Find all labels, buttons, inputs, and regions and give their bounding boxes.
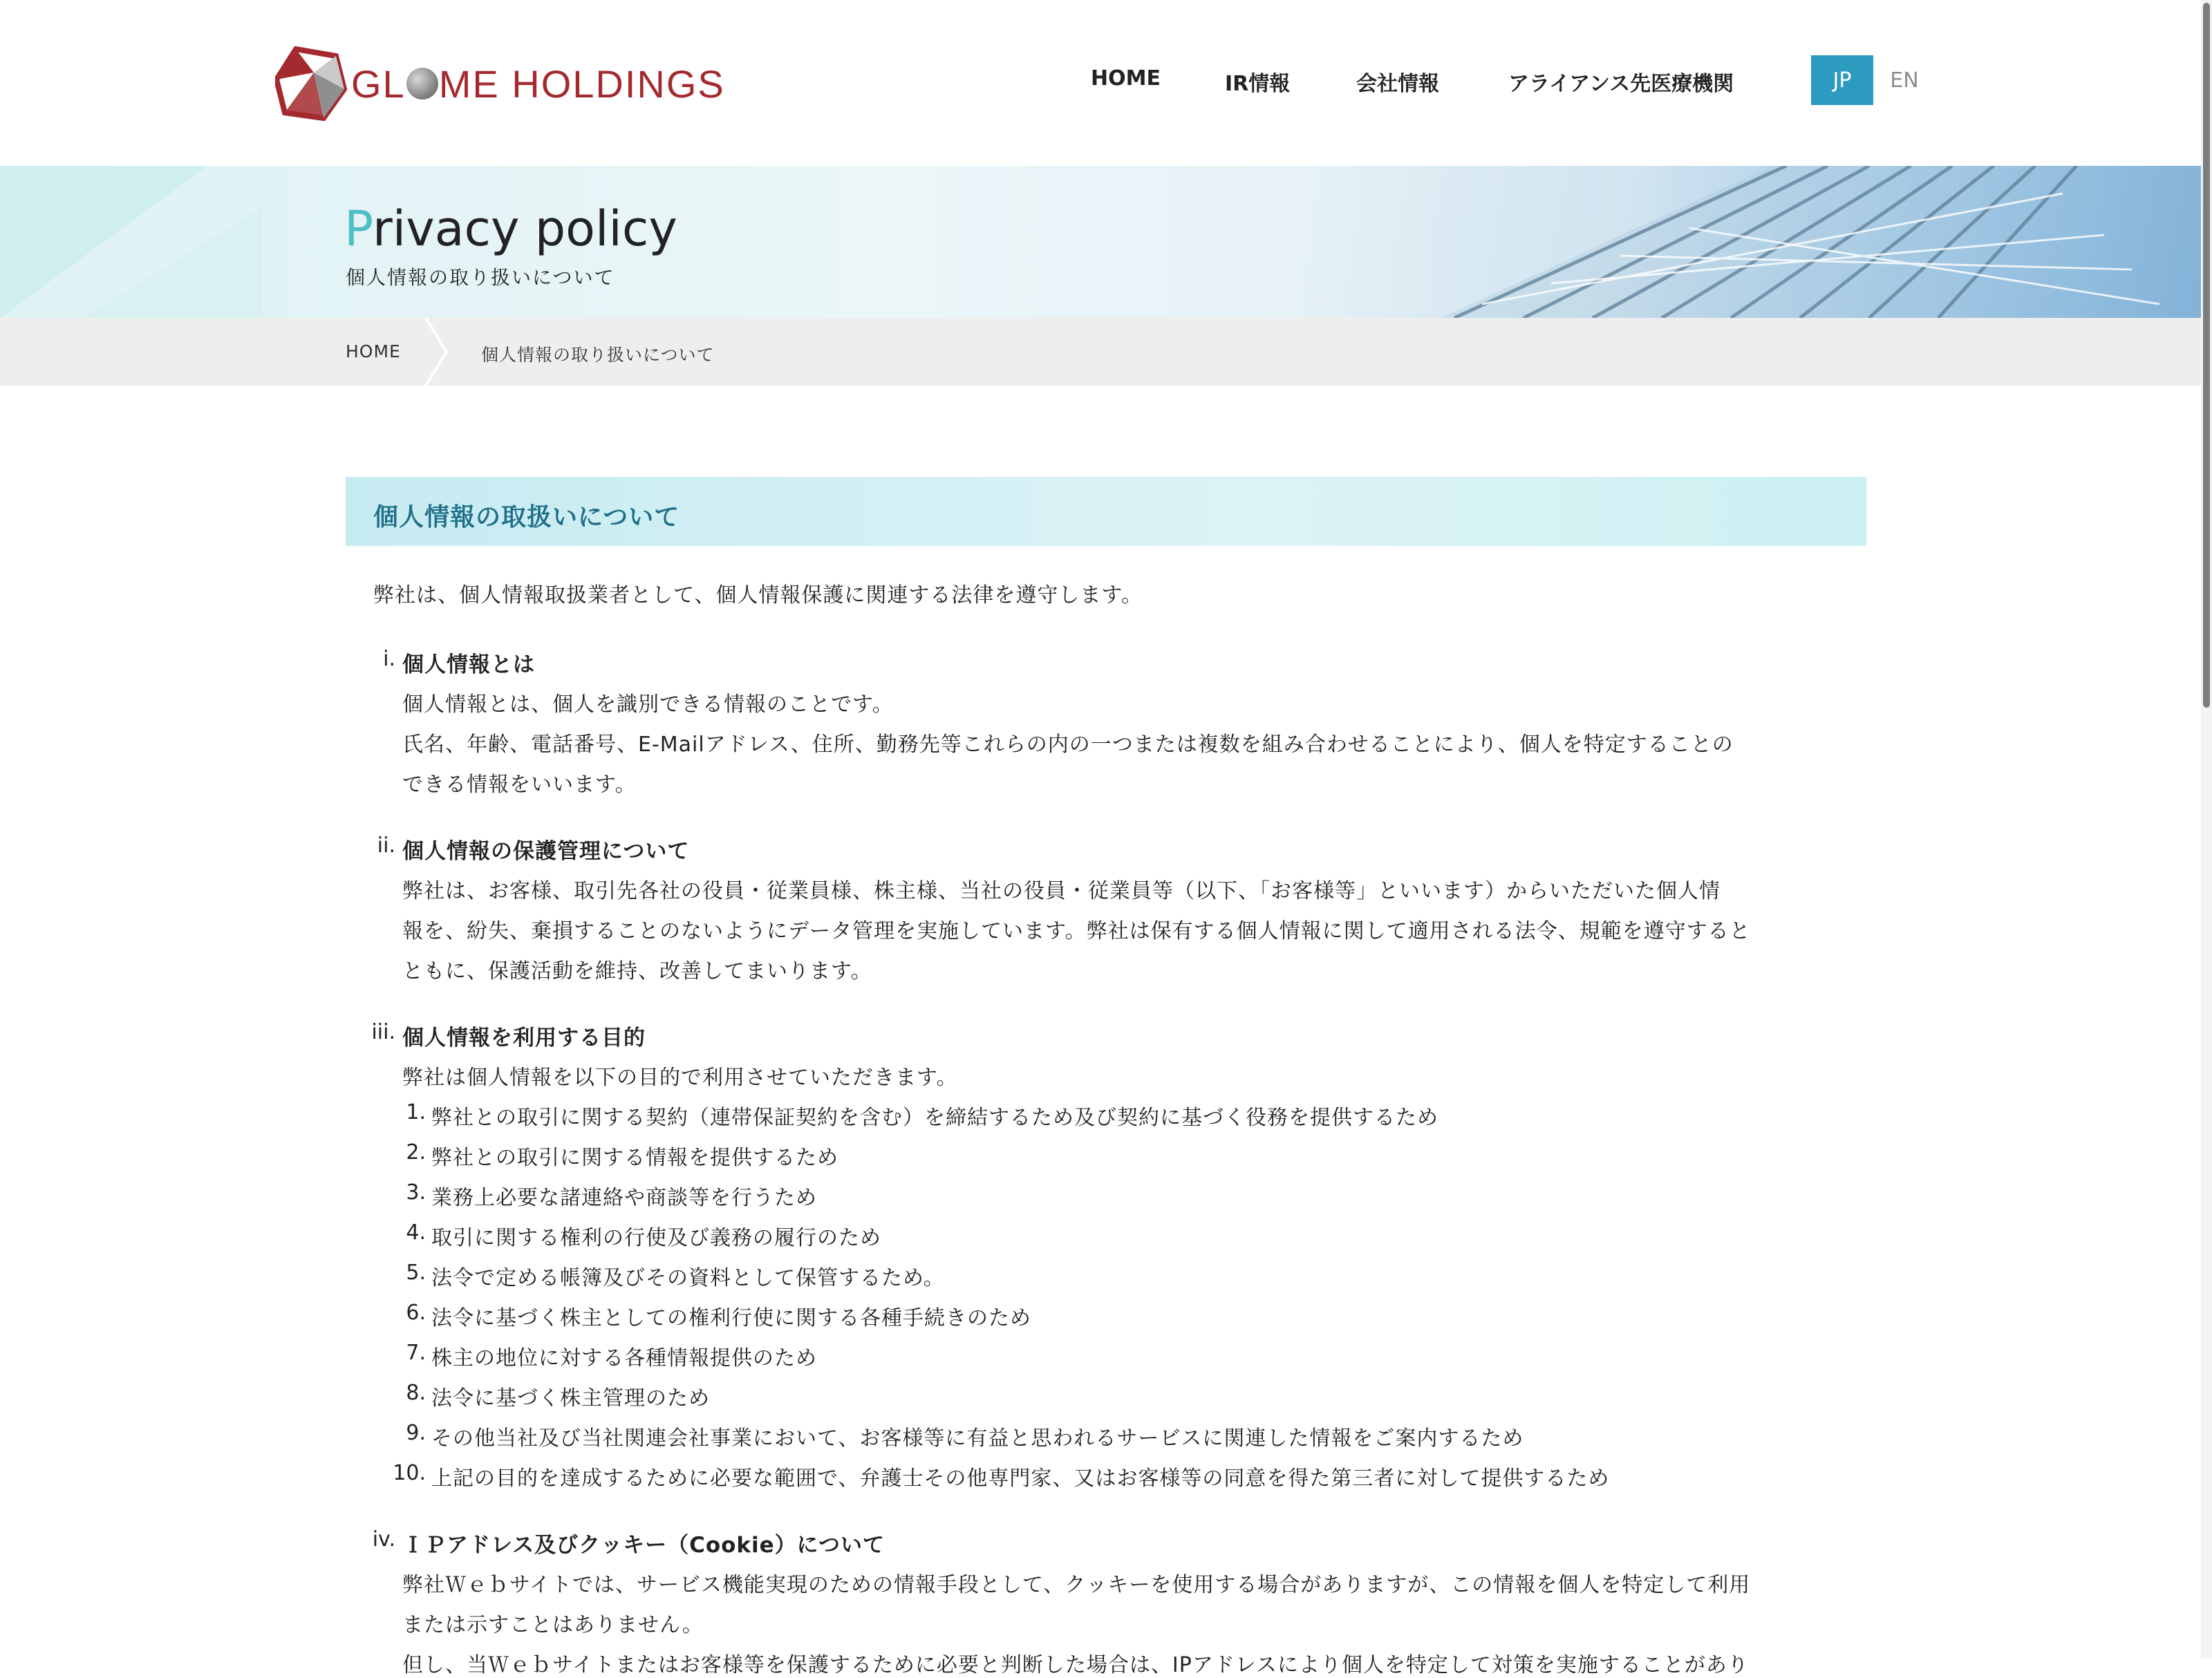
- item-title: ＩＰアドレス及びクッキー（Cookie）について: [402, 1533, 885, 1558]
- hero-building-image: [1441, 166, 2201, 318]
- list-item-number: 6.: [406, 1301, 426, 1325]
- list-item: 株主の地位に対する各種情報提供のため: [431, 1346, 817, 1370]
- scrollbar-thumb[interactable]: [2203, 3, 2210, 708]
- lang-jp-button[interactable]: JP: [1811, 55, 1873, 105]
- logo-text-part2: ME HOLDINGS: [438, 62, 725, 106]
- nav-ir[interactable]: IR情報: [1225, 72, 1291, 96]
- section-heading-text: 個人情報の取扱いについて: [373, 503, 680, 531]
- list-item-number: 10.: [393, 1461, 426, 1485]
- item-title: 個人情報の保護管理について: [402, 839, 690, 864]
- paragraph-line: 氏名、年齢、電話番号、E-Mailアドレス、住所、勤務先等これらの内の一つまたは複数を組み合わせることにより、個人を特定することの: [402, 733, 1734, 757]
- paragraph-line: 弊社Ｗｅｂサイトでは、サービス機能実現のための情報手段として、クッキーを使用する場合がありますが、この情報を個人を特定して利用: [402, 1573, 1751, 1597]
- paragraph-line: または示すことはありません。: [402, 1613, 704, 1637]
- item-number: ii.: [377, 833, 395, 858]
- list-item-number: 5.: [406, 1261, 426, 1285]
- list-item: 取引に関する権利の行使及び義務の履行のため: [431, 1226, 881, 1250]
- page-title: [344, 200, 677, 257]
- list-item: 法令で定める帳簿及びその資料として保管するため。: [431, 1266, 945, 1290]
- logo-mark-icon: [275, 46, 347, 121]
- hero-banner: [0, 166, 2201, 318]
- list-item-number: 2.: [406, 1140, 426, 1165]
- list-item: その他当社及び当社関連会社事業において、お客様等に有益と思われるサービスに関連した情報をご案内するため: [431, 1426, 1524, 1451]
- nav-home[interactable]: HOME: [1091, 66, 1161, 91]
- item-number: iii.: [371, 1020, 395, 1044]
- list-item: 弊社との取引に関する契約（連帯保証契約を含む）を締結するため及び契約に基づく役務を提供するため: [431, 1106, 1438, 1130]
- logo-sphere-icon: [406, 68, 438, 100]
- logo-text-part1: GL: [351, 62, 406, 106]
- list-item-number: 7.: [406, 1341, 426, 1365]
- list-item-number: 1.: [406, 1100, 426, 1124]
- list-item-number: 8.: [406, 1381, 426, 1405]
- nav-alliance[interactable]: アライアンス先医療機関: [1508, 72, 1734, 96]
- intro-text: 弊社は、個人情報取扱業者として、個人情報保護に関連する法律を遵守します。: [373, 583, 1143, 607]
- paragraph-line: 報を、紛失、棄損することのないようにデータ管理を実施しています。弊社は保有する個人情報に関して適用される法令、規範を遵守すると: [402, 919, 1751, 943]
- paragraph-line: 個人情報とは、個人を識別できる情報のことです。: [402, 692, 894, 717]
- page-title-initial: P: [344, 200, 373, 257]
- item-number: iv.: [372, 1527, 395, 1552]
- list-item-number: 3.: [406, 1180, 426, 1205]
- breadcrumb: [0, 318, 2201, 386]
- paragraph-line: 弊社は個人情報を以下の目的で利用させていただきます。: [402, 1066, 958, 1090]
- lang-en-button[interactable]: EN: [1890, 68, 1919, 93]
- list-item: 弊社との取引に関する情報を提供するため: [431, 1146, 838, 1170]
- page-subtitle: 個人情報の取り扱いについて: [346, 266, 615, 289]
- hero-decoration: [83, 207, 263, 318]
- item-number: i.: [383, 647, 395, 671]
- nav-company[interactable]: 会社情報: [1356, 72, 1439, 96]
- paragraph-line: できる情報をいいます。: [402, 773, 637, 797]
- list-item: 法令に基づく株主としての権利行使に関する各種手続きのため: [431, 1306, 1031, 1330]
- paragraph-line: 弊社は、お客様、取引先各社の役員・従業員様、株主様、当社の役員・従業員等（以下、「お客様等」といいます）からいただいた個人情: [402, 879, 1721, 903]
- breadcrumb-chevron-icon: [423, 318, 451, 386]
- company-logo[interactable]: [275, 46, 725, 122]
- paragraph-line: ともに、保護活動を維持、改善してまいります。: [402, 959, 872, 983]
- breadcrumb-current: 個人情報の取り扱いについて: [481, 345, 715, 365]
- list-item-number: 4.: [406, 1220, 426, 1245]
- item-title: 個人情報とは: [402, 652, 535, 677]
- logo-wordmark: [351, 62, 725, 106]
- item-title: 個人情報を利用する目的: [402, 1026, 646, 1050]
- page-title-rest: rivacy policy: [372, 200, 677, 257]
- list-item: 上記の目的を達成するために必要な範囲で、弁護士その他専門家、又はお客様等の同意を得た第三者に対して提供するため: [431, 1467, 1610, 1491]
- breadcrumb-home-link[interactable]: HOME: [346, 341, 401, 361]
- site-header: [0, 0, 2201, 166]
- page-scrollbar[interactable]: [2201, 0, 2212, 1659]
- section-heading: [346, 477, 1866, 546]
- list-item: 業務上必要な諸連絡や商談等を行うため: [431, 1186, 817, 1210]
- list-item-number: 9.: [406, 1421, 426, 1445]
- paragraph-line: 但し、当Ｗｅｂサイトまたはお客様等を保護するために必要と判断した場合は、IPアドレスにより個人を特定して対策を実施することがあり: [402, 1653, 1749, 1677]
- list-item: 法令に基づく株主管理のため: [431, 1386, 710, 1411]
